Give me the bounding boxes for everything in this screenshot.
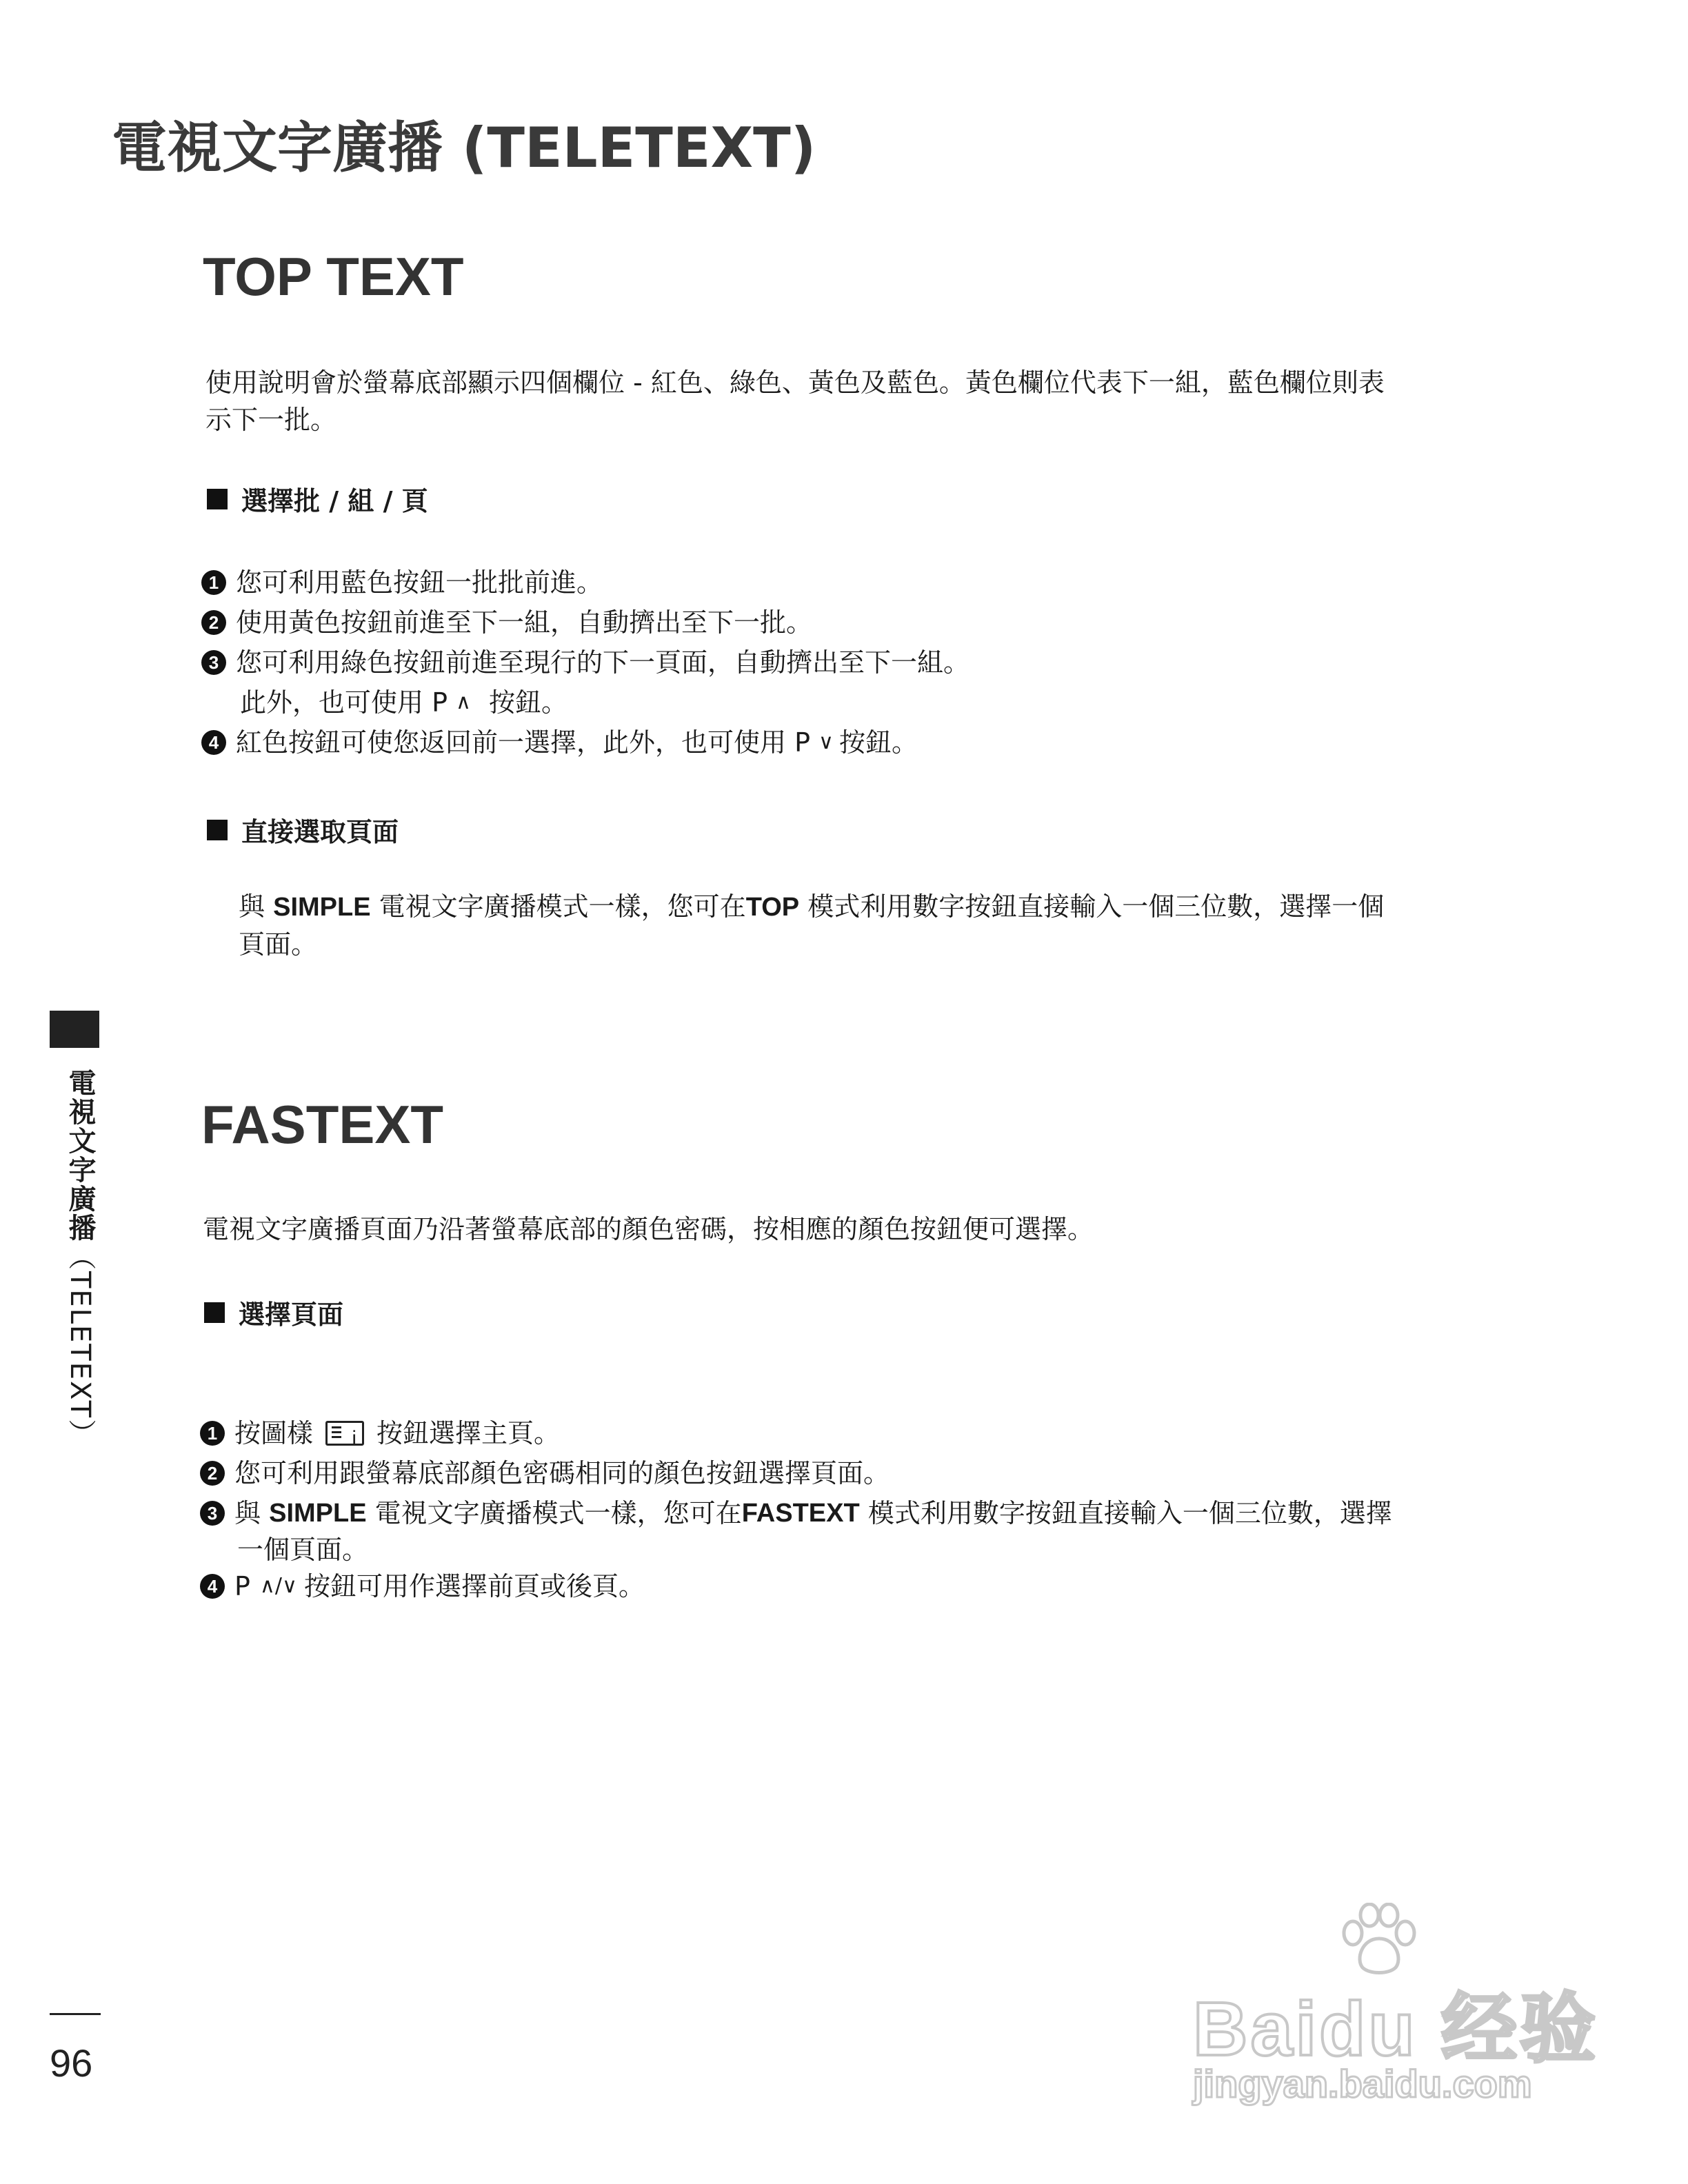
list-item-text: 按鈕可用作選擇前頁或後頁。 xyxy=(303,1571,645,1601)
list-item xyxy=(200,1566,1392,1606)
caret-down-icon: ∨ xyxy=(818,730,834,754)
list-item-text: 此外，也可使用 P xyxy=(240,687,448,718)
step-number-icon: 4 xyxy=(201,730,226,755)
subheading-select-page xyxy=(204,1293,343,1331)
fastext-steps xyxy=(200,1413,1392,1606)
text-run: 電視文字廣播模式一樣，您可在 xyxy=(374,1498,742,1528)
fastext-intro: 電視文字廣播頁面乃沿著螢幕底部的顏色密碼，按相應的顏色按鈕便可選擇。 xyxy=(203,1214,1094,1244)
page-number: 96 xyxy=(50,2041,93,2085)
list-item xyxy=(201,722,969,762)
list-item-text: P xyxy=(234,1571,250,1601)
side-tab-label xyxy=(61,1069,100,1448)
list-item-text: 按圖樣 xyxy=(234,1418,314,1448)
subheading-select-batch xyxy=(207,480,428,518)
top-text-heading: TOP TEXT xyxy=(203,246,464,307)
index-button-icon xyxy=(325,1421,364,1446)
text-run: 模式利用數字按鈕直接輸入一個三位數，選擇 xyxy=(867,1498,1392,1528)
text-run-bold: SIMPLE xyxy=(273,893,371,922)
list-item xyxy=(201,603,969,643)
top-text-steps xyxy=(201,563,969,762)
list-item-continuation xyxy=(201,682,969,722)
text-run: 電視文字廣播模式一樣，您可在 xyxy=(379,891,746,922)
step-number-icon: 2 xyxy=(201,610,226,635)
subheading-direct-select-label: 直接選取頁面 xyxy=(241,817,399,847)
subheading-direct-select xyxy=(207,811,399,849)
page-title: 電視文字廣播 (TELETEXT) xyxy=(112,116,816,180)
list-item xyxy=(200,1453,1392,1493)
direct-select-paragraph xyxy=(239,888,1384,963)
list-item-text: 您可利用藍色按鈕一批批前進。 xyxy=(236,567,603,598)
side-tab-marker xyxy=(50,1011,99,1048)
list-item-text: 使用黃色按鈕前進至下一組，自動擠出至下一批。 xyxy=(236,607,813,638)
square-bullet-icon xyxy=(207,820,228,840)
list-item xyxy=(201,643,969,682)
list-item-text: 按鈕選擇主頁。 xyxy=(376,1418,561,1448)
fastext-heading: FASTEXT xyxy=(201,1094,444,1155)
list-item xyxy=(200,1413,1392,1453)
side-tab-label-rest: （TELETEXT） xyxy=(64,1242,96,1448)
text-run-bold: SIMPLE xyxy=(269,1499,367,1528)
watermark-url: jingyan.baidu.com xyxy=(1193,2062,1532,2105)
list-item-text: 一個頁面。 xyxy=(237,1535,369,1565)
list-item-text: 紅色按鈕可使您返回前一選擇，此外，也可使用 P xyxy=(236,727,810,758)
list-item xyxy=(200,1493,1392,1533)
step-number-icon: 4 xyxy=(200,1574,225,1599)
direct-select-line1 xyxy=(239,888,1384,926)
step-number-icon: 2 xyxy=(200,1461,225,1486)
list-item-text: 按鈕。 xyxy=(488,687,567,718)
direct-select-line2: 頁面。 xyxy=(239,929,318,960)
text-run: 與 xyxy=(234,1498,261,1528)
step-number-icon: 3 xyxy=(200,1501,225,1526)
step-number-icon: 3 xyxy=(201,650,226,675)
caret-up-icon: ∧ xyxy=(456,690,471,714)
page-number-rule xyxy=(50,2013,101,2015)
list-item xyxy=(201,563,969,603)
list-item-text: 您可利用綠色按鈕前進至現行的下一頁面，自動擠出至下一組。 xyxy=(236,647,970,678)
subheading-select-batch-label: 選擇批 / 組 / 頁 xyxy=(241,486,428,516)
list-item-text: 按鈕。 xyxy=(838,727,918,758)
list-item-text: 您可利用跟螢幕底部顏色密碼相同的顏色按鈕選擇頁面。 xyxy=(234,1458,890,1488)
square-bullet-icon xyxy=(204,1302,225,1323)
paw-icon xyxy=(1338,1903,1420,1979)
text-run-bold: TOP xyxy=(745,893,800,922)
square-bullet-icon xyxy=(207,489,228,509)
top-text-intro xyxy=(205,364,1385,438)
text-run-bold: FASTEXT xyxy=(741,1499,860,1528)
list-item-continuation xyxy=(200,1533,1392,1566)
caret-up-down-icon: ∧/∨ xyxy=(259,1574,297,1598)
subheading-select-page-label: 選擇頁面 xyxy=(239,1300,344,1330)
text-run: 模式利用數字按鈕直接輸入一個三位數，選擇一個 xyxy=(807,891,1385,922)
baidu-watermark xyxy=(1172,1903,1599,2110)
side-tab-label-bold: 電視文字廣播 xyxy=(64,1069,96,1242)
step-number-icon: 1 xyxy=(201,570,226,595)
top-text-intro-line2: 示下一批。 xyxy=(205,405,337,435)
text-run: 與 xyxy=(239,891,265,922)
step-number-icon: 1 xyxy=(200,1421,225,1446)
top-text-intro-line1: 使用說明會於螢幕底部顯示四個欄位 - 紅色、綠色、黃色及藍色。黃色欄位代表下一組，藍色欄位則表 xyxy=(205,367,1385,398)
watermark-brand: Baidu 经验 xyxy=(1193,1987,1599,2072)
